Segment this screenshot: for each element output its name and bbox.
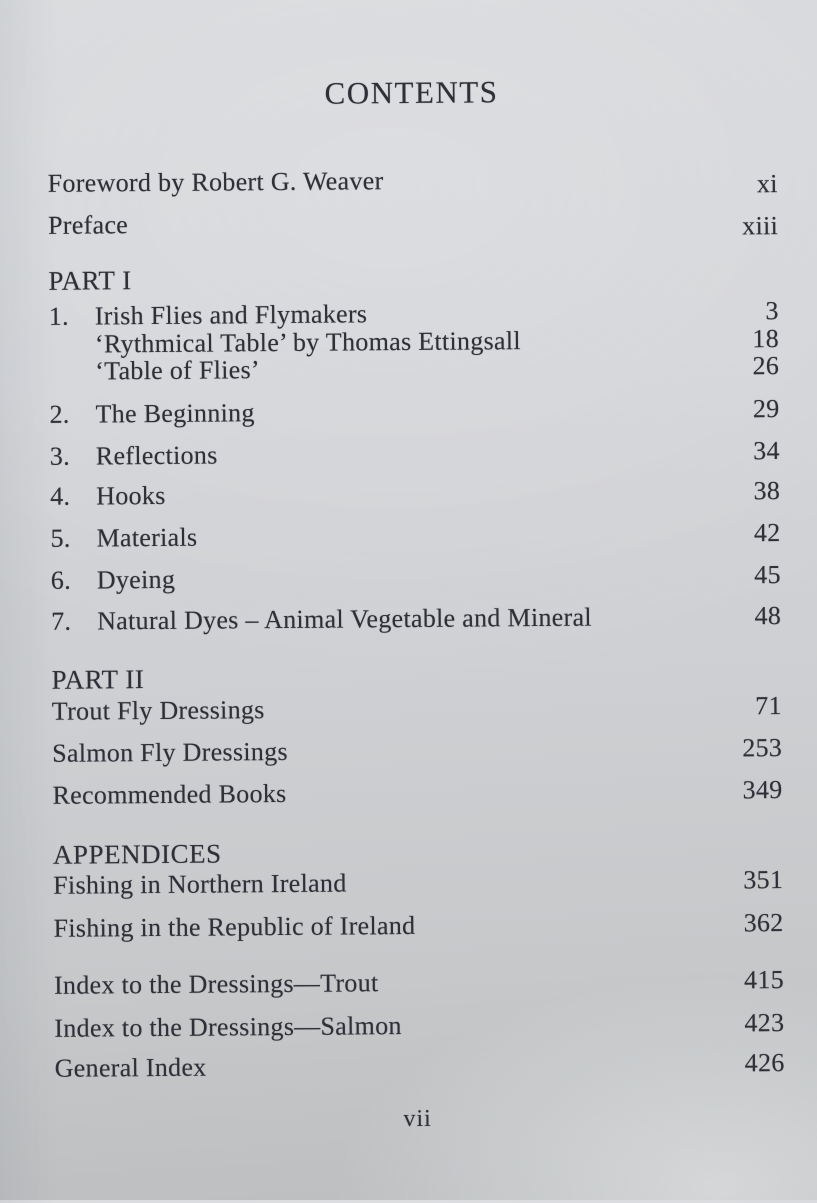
folio-number: vii bbox=[14, 1103, 817, 1136]
toc-entry-label: Preface bbox=[48, 205, 742, 240]
toc-row bbox=[48, 205, 778, 241]
toc-page-number: 29 bbox=[753, 394, 780, 424]
section-heading-part-i: PART I bbox=[48, 265, 131, 297]
toc-entry-label: Salmon Fly Dressings bbox=[52, 733, 742, 768]
toc-row bbox=[53, 865, 783, 901]
toc-page-number: 71 bbox=[755, 691, 782, 721]
toc-entry-label: Hooks bbox=[96, 476, 754, 511]
toc-page-number: 423 bbox=[744, 1008, 784, 1038]
toc-row bbox=[52, 733, 782, 769]
section-heading-part-ii: PART II bbox=[51, 664, 144, 696]
toc-page-number: 362 bbox=[744, 908, 784, 938]
chapter-number: 3. bbox=[50, 441, 96, 471]
toc-page-number: 42 bbox=[754, 518, 781, 548]
toc-row bbox=[51, 560, 781, 596]
toc-row bbox=[54, 1008, 784, 1044]
toc-entry-label: Natural Dyes – Animal Vegetable and Mineral bbox=[97, 601, 755, 636]
toc-row bbox=[51, 601, 781, 637]
toc-entry-label: Materials bbox=[96, 518, 754, 553]
toc-page-number: 415 bbox=[744, 965, 784, 995]
page-title: CONTENTS bbox=[10, 72, 813, 114]
toc-row bbox=[50, 436, 780, 472]
toc-page-number: 426 bbox=[745, 1048, 785, 1078]
toc-page-number: xi bbox=[757, 169, 778, 199]
toc-row bbox=[49, 351, 779, 387]
toc-page-number: 351 bbox=[743, 865, 783, 895]
toc-entry-label: Irish Flies and Flymakers bbox=[95, 296, 766, 331]
toc-page-number: 3 bbox=[765, 296, 779, 326]
section-heading-appendices: APPENDICES bbox=[53, 838, 222, 870]
toc-row bbox=[54, 965, 784, 1001]
toc-entry-label: ‘Rythmical Table’ by Thomas Ettingsall bbox=[95, 324, 753, 359]
toc-page-number: 18 bbox=[752, 324, 779, 354]
toc-entry-label: Foreword by Robert G. Weaver bbox=[48, 163, 757, 199]
chapter-number: 6. bbox=[51, 565, 97, 595]
toc-entry-label: Index to the Dressings—Salmon bbox=[54, 1008, 744, 1043]
toc-page-number: 38 bbox=[753, 476, 780, 506]
toc-entry-label: General Index bbox=[55, 1048, 745, 1083]
toc-page-number: 45 bbox=[754, 560, 781, 590]
toc-row bbox=[50, 476, 780, 512]
toc-entry-label: Recommended Books bbox=[52, 775, 742, 810]
toc-page-number: 349 bbox=[742, 775, 782, 805]
toc-entry-label: Reflections bbox=[96, 436, 754, 471]
chapter-number: 4. bbox=[50, 481, 96, 511]
toc-page-number: 26 bbox=[752, 351, 779, 381]
toc-entry-label: Fishing in Northern Ireland bbox=[53, 865, 743, 900]
toc-row bbox=[48, 163, 778, 199]
toc-entry-label: Trout Fly Dressings bbox=[52, 691, 756, 727]
toc-page-number: xiii bbox=[742, 211, 778, 241]
toc-row bbox=[50, 518, 780, 554]
chapter-number: 2. bbox=[49, 399, 95, 429]
toc-entry-label: Fishing in the Republic of Ireland bbox=[53, 908, 743, 943]
chapter-number: 5. bbox=[50, 523, 96, 553]
toc-row bbox=[49, 394, 779, 430]
toc-page-number: 48 bbox=[754, 601, 781, 631]
toc-page-number: 253 bbox=[742, 733, 782, 763]
chapter-number: 7. bbox=[51, 606, 97, 636]
toc-entry-label: ‘Table of Flies’ bbox=[95, 351, 753, 386]
toc-entry-label: The Beginning bbox=[95, 394, 753, 429]
toc-entry-label: Dyeing bbox=[97, 560, 755, 595]
toc-row bbox=[52, 775, 782, 811]
toc-page-number: 34 bbox=[753, 436, 780, 466]
toc-row bbox=[52, 691, 782, 727]
toc-entry-label: Index to the Dressings—Trout bbox=[54, 965, 744, 1000]
toc-row bbox=[53, 908, 783, 944]
chapter-number: 1. bbox=[49, 301, 95, 331]
toc-row bbox=[55, 1048, 785, 1084]
